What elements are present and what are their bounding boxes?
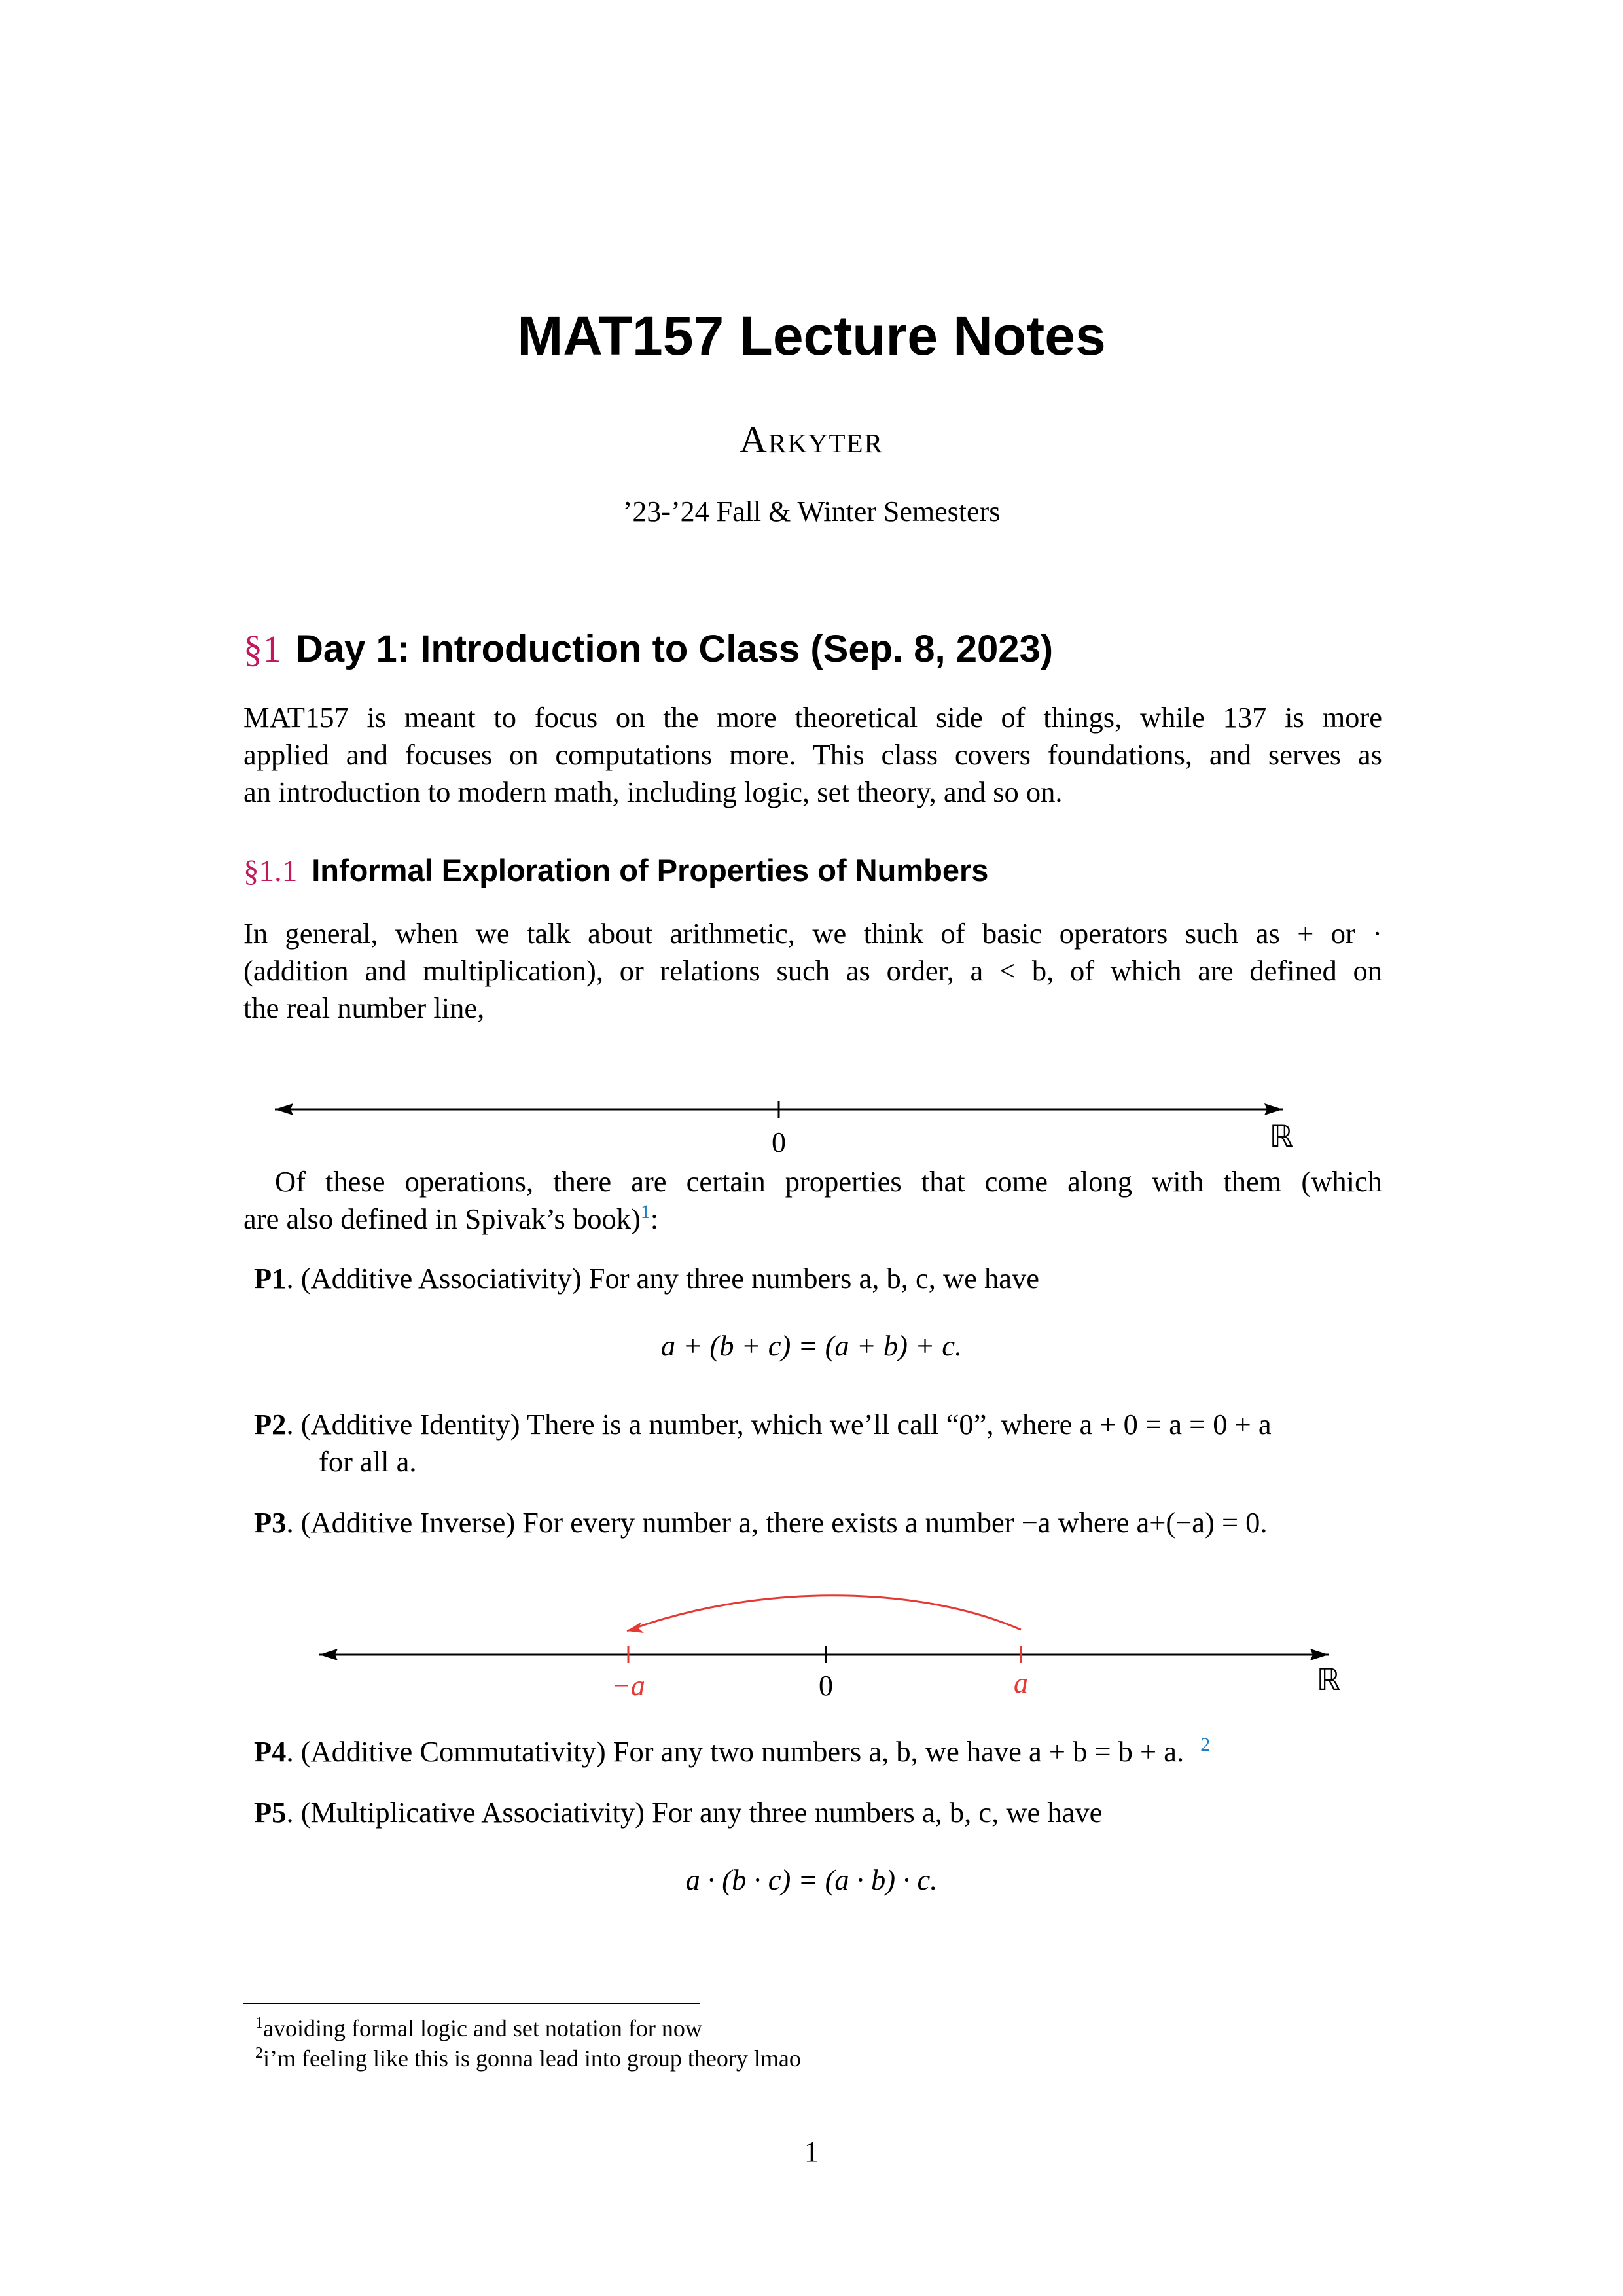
properties-intro-line: Of these operations, there are certain properties that come along with them (which [275,1165,1382,1198]
arithmetic-line: the real number line, [243,992,485,1024]
arithmetic-line: (addition and multiplication), or relations such as order, a < b, of which are defined on [243,954,1382,987]
property-label: P5 [254,1796,287,1829]
properties-intro-line [243,1200,1382,1238]
footnote-link-2[interactable]: 2 [1200,1734,1211,1756]
property-name: (Additive Associativity) [300,1262,582,1295]
section-heading [243,627,1053,671]
page-number: 1 [804,2136,819,2168]
property-p3: P3. (Additive Inverse) For every number a, there exists a number −a where a+(−a) = 0. [254,1506,1268,1539]
zero-label: 0 [819,1670,833,1702]
property-label: P2 [254,1408,287,1441]
arrow-left-icon [275,1103,293,1115]
arrow-left-icon [319,1649,338,1660]
reals-label: ℝ [1316,1663,1341,1696]
property-text: For any three numbers a, b, c, we have [652,1796,1103,1829]
footnote-2 [255,2045,801,2072]
inverse-number-line [0,1571,1623,1702]
intro-line: applied and focuses on computations more. This class covers foundations, and serves as [243,738,1382,771]
property-text: For any two numbers a, b, we have a + b = b + a. [613,1735,1185,1768]
arrow-right-icon [1264,1103,1283,1115]
property-p2-continuation: for all a. [319,1445,417,1478]
intro-line: an introduction to modern math, including logic, set theory, and so on. [243,776,1063,808]
author-name: Arkyter [740,418,883,461]
property-p1: P1. (Additive Associativity) For any three numbers a, b, c, we have [254,1262,1039,1295]
footnote-link-1[interactable]: 1 [640,1201,651,1223]
semester-line: ’23-’24 Fall & Winter Semesters [622,495,1001,528]
arithmetic-paragraph [243,915,1382,1027]
property-name: (Multiplicative Associativity) [300,1796,645,1829]
footnote-text: i’m feeling like this is gonna lead into group theory lmao [263,2045,801,2072]
properties-intro-paragraph [243,1163,1382,1238]
footnote-1 [255,2015,702,2042]
property-text: For any three numbers a, b, c, we have [588,1262,1039,1295]
property-p5: P5. (Multiplicative Associativity) For any three numbers a, b, c, we have [254,1796,1103,1829]
properties-intro-text: are also defined in Spivak’s book) [243,1202,641,1235]
footnote-text: avoiding formal logic and set notation for now [263,2015,702,2041]
arrow-right-icon [1310,1649,1329,1660]
footnote-marker: 1 [255,2015,263,2032]
document-title: MAT157 Lecture Notes [517,305,1106,367]
arc-arrowhead-icon [627,1622,644,1633]
property-name: (Additive Inverse) [300,1506,516,1539]
inverse-arc [627,1596,1021,1631]
intro-paragraph [243,699,1382,811]
footnote-marker: 2 [255,2045,263,2062]
properties-intro-colon: : [650,1202,659,1235]
section-title: Day 1: Introduction to Class (Sep. 8, 2023) [296,628,1054,670]
section-number: §1 [243,628,281,670]
subsection-number: §1.1 [243,854,298,888]
formula-p1: a + (b + c) = (a + b) + c. [660,1329,963,1362]
neg-a-label: −a [611,1670,645,1702]
property-text: For every number a, there exists a number −a where a+(−a) = 0. [522,1506,1268,1539]
property-label: P4 [254,1735,287,1768]
real-number-line [0,1073,1623,1152]
property-label: P3 [254,1506,287,1539]
property-p2: P2. (Additive Identity) There is a number, which we’ll call “0”, where a + 0 = a = 0 + a [254,1408,1272,1441]
zero-label: 0 [772,1126,786,1152]
reals-label: ℝ [1269,1120,1294,1152]
property-p4: P4. (Additive Commutativity) For any two numbers a, b, we have a + b = b + a. $^2$ [254,1734,1211,1768]
property-text: There is a number, which we’ll call “0”, where a + 0 = a = 0 + a [526,1408,1272,1441]
formula-p5: a · (b · c) = (a · b) · c. [685,1863,938,1896]
property-label: P1 [254,1262,287,1295]
property-name: (Additive Commutativity) [300,1735,606,1768]
property-name: (Additive Identity) [300,1408,520,1441]
arithmetic-line: In general, when we talk about arithmetic, we think of basic operators such as + or · [243,917,1382,950]
subsection-title: Informal Exploration of Properties of Numbers [312,853,989,888]
footnote-rule [243,2003,700,2004]
intro-line: MAT157 is meant to focus on the more theoretical side of things, while 137 is more [243,701,1382,734]
subsection-heading [243,852,988,889]
a-label: a [1014,1667,1028,1699]
